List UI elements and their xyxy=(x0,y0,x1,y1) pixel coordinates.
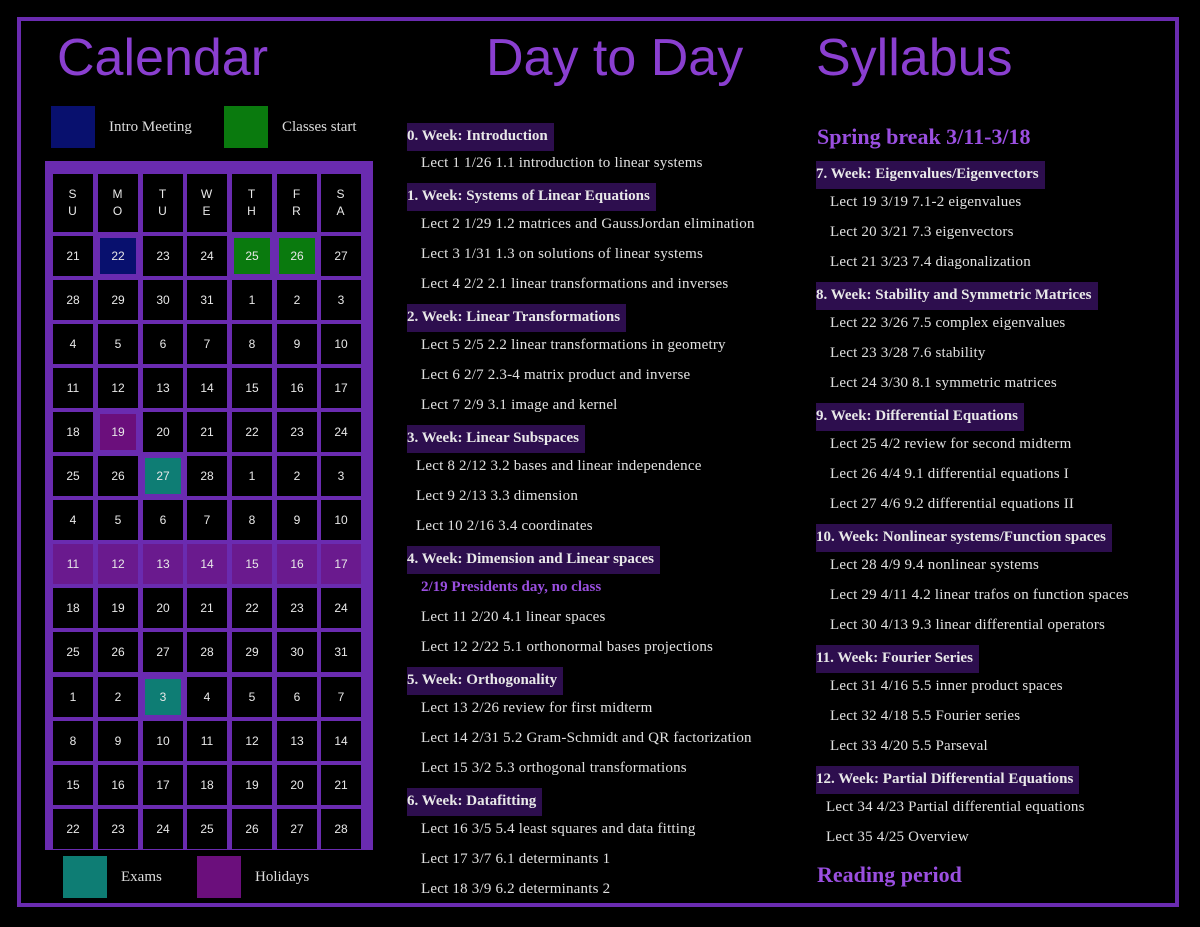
exams-swatch xyxy=(63,856,107,898)
weekday-header: S U xyxy=(53,174,93,232)
lecture-5: Lect 5 2/5 2.2 linear transformations in geometry xyxy=(421,337,726,353)
spring-break-note: Spring break 3/11-3/18 xyxy=(817,124,1031,149)
holidays-swatch xyxy=(197,856,241,898)
calendar-day: 12 xyxy=(98,544,138,584)
legend-holidays-label: Holidays xyxy=(255,868,310,885)
calendar-day: 9 xyxy=(277,500,317,540)
lecture-10: Lect 10 2/16 3.4 coordinates xyxy=(416,518,593,534)
lecture-26: Lect 26 4/4 9.1 differential equations I xyxy=(830,466,1069,482)
lecture-21: Lect 21 3/23 7.4 diagonalization xyxy=(830,254,1031,270)
lecture-9: Lect 9 2/13 3.3 dimension xyxy=(416,488,579,504)
calendar-day: 15 xyxy=(232,368,272,408)
calendar-day: 24 xyxy=(187,236,227,276)
legend-classes xyxy=(224,106,357,148)
lecture-1: Lect 1 1/26 1.1 introduction to linear systems xyxy=(421,155,703,171)
lecture-32: Lect 32 4/18 5.5 Fourier series xyxy=(830,708,1021,724)
calendar-day: 22 xyxy=(232,412,272,452)
calendar-day: 8 xyxy=(53,721,93,761)
week-9-heading: 9. Week: Differential Equations xyxy=(816,403,1024,431)
calendar-day: 11 xyxy=(187,721,227,761)
calendar-day: 29 xyxy=(98,280,138,320)
lecture-18: Lect 18 3/9 6.2 determinants 2 xyxy=(421,881,611,897)
calendar-day: 30 xyxy=(277,632,317,672)
lecture-20: Lect 20 3/21 7.3 eigenvectors xyxy=(830,224,1014,240)
legend-exams-label: Exams xyxy=(121,868,162,885)
calendar-day: 14 xyxy=(187,544,227,584)
calendar-day: 2 xyxy=(98,677,138,717)
lecture-7: Lect 7 2/9 3.1 image and kernel xyxy=(421,397,618,413)
weekday-header: M O xyxy=(98,174,138,232)
calendar-day: 19 xyxy=(98,412,138,452)
calendar-day: 5 xyxy=(232,677,272,717)
calendar-day: 7 xyxy=(321,677,361,717)
calendar-day: 23 xyxy=(98,809,138,849)
calendar-day: 6 xyxy=(143,500,183,540)
calendar-day: 9 xyxy=(98,721,138,761)
calendar-day: 13 xyxy=(277,721,317,761)
calendar-day: 28 xyxy=(321,809,361,849)
calendar-day: 20 xyxy=(143,412,183,452)
calendar-day: 3 xyxy=(321,280,361,320)
classes-swatch xyxy=(224,106,268,148)
weekday-header: F R xyxy=(277,174,317,232)
calendar-day: 31 xyxy=(187,280,227,320)
reading-period-note: Reading period xyxy=(817,862,962,887)
calendar-day: 5 xyxy=(98,500,138,540)
calendar-day: 24 xyxy=(143,809,183,849)
calendar-day: 26 xyxy=(232,809,272,849)
calendar-day: 1 xyxy=(232,280,272,320)
day-to-day-title: Day to Day xyxy=(486,29,744,87)
weekday-header: S A xyxy=(321,174,361,232)
calendar-day: 22 xyxy=(98,236,138,276)
calendar-day: 18 xyxy=(187,765,227,805)
week-8-heading: 8. Week: Stability and Symmetric Matrices xyxy=(816,282,1098,310)
calendar-day: 26 xyxy=(98,632,138,672)
calendar-day: 19 xyxy=(232,765,272,805)
calendar-day: 1 xyxy=(232,456,272,496)
lecture-24: Lect 24 3/30 8.1 symmetric matrices xyxy=(830,375,1057,391)
calendar-day: 2 xyxy=(277,456,317,496)
calendar-day: 27 xyxy=(321,236,361,276)
calendar-day: 3 xyxy=(143,677,183,717)
legend-intro xyxy=(51,106,192,148)
calendar-day: 27 xyxy=(277,809,317,849)
lecture-2: Lect 2 1/29 1.2 matrices and GaussJordan elimination xyxy=(421,216,755,232)
calendar-day: 15 xyxy=(232,544,272,584)
syllabus-title: Syllabus xyxy=(816,29,1013,87)
legend-classes-label: Classes start xyxy=(282,118,357,135)
calendar-day: 13 xyxy=(143,544,183,584)
lecture-4: Lect 4 2/2 2.1 linear transformations and inverses xyxy=(421,276,729,292)
lecture-27: Lect 27 4/6 9.2 differential equations II xyxy=(830,496,1075,512)
calendar-day: 1 xyxy=(53,677,93,717)
lecture-6: Lect 6 2/7 2.3-4 matrix product and inverse xyxy=(421,367,691,383)
calendar-day: 16 xyxy=(277,544,317,584)
calendar-day: 20 xyxy=(143,588,183,628)
calendar-day: 6 xyxy=(143,324,183,364)
calendar-day: 7 xyxy=(187,500,227,540)
calendar-day: 8 xyxy=(232,324,272,364)
week-2-heading: 2. Week: Linear Transformations xyxy=(407,304,626,332)
calendar-day: 23 xyxy=(143,236,183,276)
calendar-day: 6 xyxy=(277,677,317,717)
week-4-heading: 4. Week: Dimension and Linear spaces xyxy=(407,546,660,574)
week-10-heading: 10. Week: Nonlinear systems/Function spaces xyxy=(816,524,1112,552)
calendar-day: 10 xyxy=(321,500,361,540)
calendar-day: 4 xyxy=(53,500,93,540)
calendar-day: 27 xyxy=(143,456,183,496)
presidents-day-note: 2/19 Presidents day, no class xyxy=(421,579,602,595)
legend-exams xyxy=(63,856,162,898)
lecture-30: Lect 30 4/13 9.3 linear differential operators xyxy=(830,617,1106,633)
calendar-day: 21 xyxy=(187,412,227,452)
lecture-14: Lect 14 2/31 5.2 Gram-Schmidt and QR factorization xyxy=(421,730,752,746)
calendar-day: 20 xyxy=(277,765,317,805)
calendar-day: 24 xyxy=(321,412,361,452)
lecture-13: Lect 13 2/26 review for first midterm xyxy=(421,700,653,716)
lecture-8: Lect 8 2/12 3.2 bases and linear independence xyxy=(416,458,702,474)
weekday-header: W E xyxy=(187,174,227,232)
calendar-day: 28 xyxy=(53,280,93,320)
calendar-day: 17 xyxy=(321,544,361,584)
calendar-day: 11 xyxy=(53,368,93,408)
calendar-day: 26 xyxy=(277,236,317,276)
calendar-day: 12 xyxy=(98,368,138,408)
lecture-31: Lect 31 4/16 5.5 inner product spaces xyxy=(830,678,1063,694)
lecture-22: Lect 22 3/26 7.5 complex eigenvalues xyxy=(830,315,1066,331)
calendar-day: 4 xyxy=(187,677,227,717)
calendar-grid xyxy=(45,161,373,850)
calendar-day: 9 xyxy=(277,324,317,364)
lecture-17: Lect 17 3/7 6.1 determinants 1 xyxy=(421,851,611,867)
calendar-day: 18 xyxy=(53,588,93,628)
week-6-heading: 6. Week: Datafitting xyxy=(407,788,542,816)
calendar-day: 11 xyxy=(53,544,93,584)
week-7-heading: 7. Week: Eigenvalues/Eigenvectors xyxy=(816,161,1045,189)
intro-swatch xyxy=(51,106,95,148)
legend-holidays xyxy=(197,856,309,898)
calendar-day: 25 xyxy=(53,632,93,672)
calendar-day: 14 xyxy=(321,721,361,761)
lecture-15: Lect 15 3/2 5.3 orthogonal transformations xyxy=(421,760,687,776)
weekday-header: T H xyxy=(232,174,272,232)
calendar-day: 18 xyxy=(53,412,93,452)
calendar-day: 25 xyxy=(187,809,227,849)
lecture-16: Lect 16 3/5 5.4 least squares and data fitting xyxy=(421,821,696,837)
calendar-day: 21 xyxy=(187,588,227,628)
lecture-29: Lect 29 4/11 4.2 linear trafos on function spaces xyxy=(830,587,1129,603)
calendar-day: 16 xyxy=(277,368,317,408)
calendar-day: 17 xyxy=(321,368,361,408)
calendar-day: 10 xyxy=(143,721,183,761)
lecture-35: Lect 35 4/25 Overview xyxy=(826,829,969,845)
calendar-day: 27 xyxy=(143,632,183,672)
lecture-33: Lect 33 4/20 5.5 Parseval xyxy=(830,738,988,754)
calendar-day: 19 xyxy=(98,588,138,628)
calendar-day: 25 xyxy=(232,236,272,276)
week-1-heading: 1. Week: Systems of Linear Equations xyxy=(407,183,656,211)
lecture-28: Lect 28 4/9 9.4 nonlinear systems xyxy=(830,557,1040,573)
lecture-34: Lect 34 4/23 Partial differential equations xyxy=(826,799,1085,815)
lecture-23: Lect 23 3/28 7.6 stability xyxy=(830,345,986,361)
calendar-day: 30 xyxy=(143,280,183,320)
calendar-day: 28 xyxy=(187,456,227,496)
calendar-day: 23 xyxy=(277,588,317,628)
week-11-heading: 11. Week: Fourier Series xyxy=(816,645,979,673)
calendar-day: 21 xyxy=(321,765,361,805)
calendar-day: 4 xyxy=(53,324,93,364)
calendar-day: 13 xyxy=(143,368,183,408)
calendar-day: 12 xyxy=(232,721,272,761)
weekday-header: T U xyxy=(143,174,183,232)
lecture-12: Lect 12 2/22 5.1 orthonormal bases projections xyxy=(421,639,714,655)
lecture-3: Lect 3 1/31 1.3 on solutions of linear systems xyxy=(421,246,704,262)
calendar-title: Calendar xyxy=(57,29,269,87)
calendar-day: 23 xyxy=(277,412,317,452)
calendar-day: 22 xyxy=(232,588,272,628)
calendar-day: 31 xyxy=(321,632,361,672)
calendar-day: 15 xyxy=(53,765,93,805)
calendar-day: 2 xyxy=(277,280,317,320)
calendar-day: 21 xyxy=(53,236,93,276)
calendar-day: 28 xyxy=(187,632,227,672)
lecture-19: Lect 19 3/19 7.1-2 eigenvalues xyxy=(830,194,1022,210)
calendar-day: 29 xyxy=(232,632,272,672)
calendar-day: 26 xyxy=(98,456,138,496)
lecture-11: Lect 11 2/20 4.1 linear spaces xyxy=(421,609,606,625)
week-12-heading: 12. Week: Partial Differential Equations xyxy=(816,766,1079,794)
calendar-day: 10 xyxy=(321,324,361,364)
calendar-day: 16 xyxy=(98,765,138,805)
calendar-day: 5 xyxy=(98,324,138,364)
week-5-heading: 5. Week: Orthogonality xyxy=(407,667,563,695)
calendar-day: 7 xyxy=(187,324,227,364)
calendar-day: 3 xyxy=(321,456,361,496)
legend-intro-label: Intro Meeting xyxy=(109,118,192,135)
calendar-day: 14 xyxy=(187,368,227,408)
calendar-day: 24 xyxy=(321,588,361,628)
calendar-day: 25 xyxy=(53,456,93,496)
calendar-day: 17 xyxy=(143,765,183,805)
calendar-day: 22 xyxy=(53,809,93,849)
calendar-day: 8 xyxy=(232,500,272,540)
lecture-25: Lect 25 4/2 review for second midterm xyxy=(830,436,1072,452)
week-0-heading: 0. Week: Introduction xyxy=(407,123,554,151)
week-3-heading: 3. Week: Linear Subspaces xyxy=(407,425,585,453)
